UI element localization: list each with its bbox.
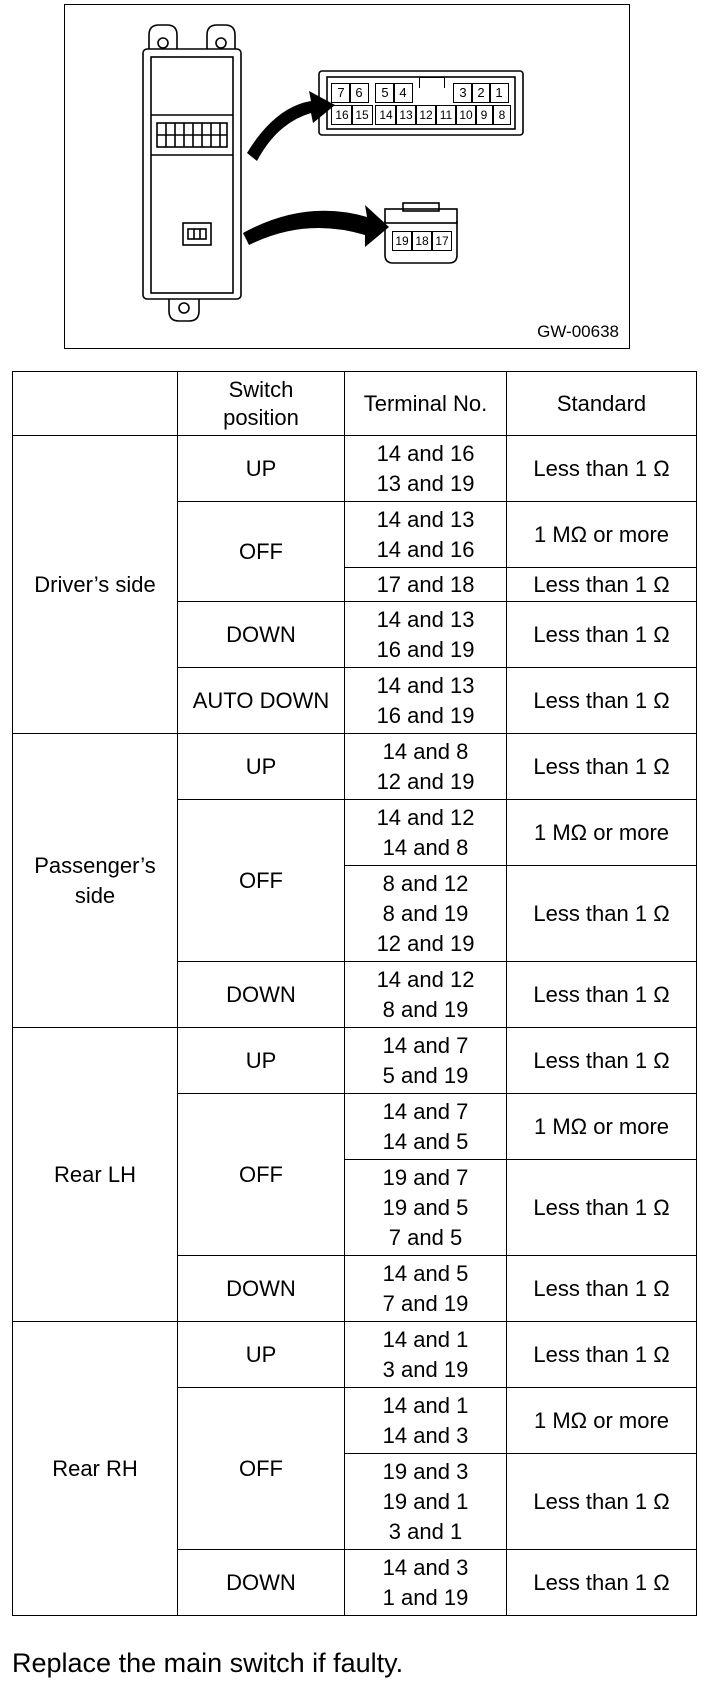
terminal-cell: 14 and 3 1 and 19 [345, 1550, 507, 1616]
connector-a-bottom-row [327, 105, 515, 125]
table-row [13, 436, 697, 502]
switch-position-cell: AUTO DOWN [178, 668, 345, 734]
connector-a [327, 83, 515, 127]
pin-label: 18 [412, 231, 432, 251]
standard-cell: Less than 1 Ω [507, 1160, 697, 1256]
standard-cell: Less than 1 Ω [507, 602, 697, 668]
switch-position-cell: UP [178, 1322, 345, 1388]
standard-cell: Less than 1 Ω [507, 1028, 697, 1094]
standard-cell: 1 MΩ or more [507, 1388, 697, 1454]
switch-position-cell: DOWN [178, 1256, 345, 1322]
standard-cell: Less than 1 Ω [507, 668, 697, 734]
standard-cell: Less than 1 Ω [507, 734, 697, 800]
terminal-cell: 14 and 13 16 and 19 [345, 668, 507, 734]
standard-cell: 1 MΩ or more [507, 800, 697, 866]
pin-label: 15 [351, 105, 373, 125]
standard-cell: Less than 1 Ω [507, 962, 697, 1028]
switch-illustration [65, 5, 628, 347]
window-side-cell: Rear LH [13, 1028, 178, 1322]
pin-label: 2 [471, 83, 491, 103]
connector-b [392, 231, 452, 253]
terminal-cell: 14 and 12 14 and 8 [345, 800, 507, 866]
connector-diagram [64, 4, 630, 349]
terminal-cell: 14 and 5 7 and 19 [345, 1256, 507, 1322]
window-side-cell: Driver’s side [13, 436, 178, 734]
pin-label: 13 [395, 105, 417, 125]
pin-label: 16 [331, 105, 353, 125]
pin-label: 4 [393, 83, 413, 103]
switch-position-cell: DOWN [178, 962, 345, 1028]
switch-position-cell: OFF [178, 800, 345, 962]
pin-label: 6 [349, 83, 369, 103]
standard-cell: Less than 1 Ω [507, 436, 697, 502]
switch-position-cell: OFF [178, 1094, 345, 1256]
pin-label: 12 [415, 105, 437, 125]
terminal-cell: 14 and 1 14 and 3 [345, 1388, 507, 1454]
pin-label: 7 [331, 83, 351, 103]
table-row [13, 1322, 697, 1388]
terminal-cell: 14 and 7 5 and 19 [345, 1028, 507, 1094]
pin-label: 10 [455, 105, 477, 125]
terminal-cell: 14 and 1 3 and 19 [345, 1322, 507, 1388]
header-cell [13, 372, 178, 436]
pin-label: 9 [475, 105, 493, 125]
pin-label: 3 [453, 83, 473, 103]
instruction-note: Replace the main switch if faulty. [12, 1648, 404, 1678]
terminal-cell: 14 and 13 14 and 16 [345, 502, 507, 568]
terminal-cell: 19 and 3 19 and 1 3 and 1 [345, 1454, 507, 1550]
standard-cell: 1 MΩ or more [507, 1094, 697, 1160]
table-header-row [13, 372, 697, 436]
standard-cell: Less than 1 Ω [507, 866, 697, 962]
terminal-cell: 14 and 7 14 and 5 [345, 1094, 507, 1160]
terminal-cell: 19 and 7 19 and 5 7 and 5 [345, 1160, 507, 1256]
table-row [13, 734, 697, 800]
switch-position-cell: UP [178, 734, 345, 800]
standard-cell: Less than 1 Ω [507, 568, 697, 602]
key-notch [419, 77, 445, 88]
header-cell: Terminal No. [345, 372, 507, 436]
switch-position-cell: OFF [178, 1388, 345, 1550]
switch-position-cell: OFF [178, 502, 345, 602]
pin-label: 17 [432, 231, 452, 251]
switch-position-cell: DOWN [178, 1550, 345, 1616]
window-side-cell: Rear RH [13, 1322, 178, 1616]
header-cell: Standard [507, 372, 697, 436]
switch-position-cell: UP [178, 1028, 345, 1094]
connector-a-top-row [327, 83, 515, 103]
switch-position-cell: UP [178, 436, 345, 502]
pin-label: 5 [375, 83, 395, 103]
pin-label: 19 [392, 231, 412, 251]
table-row [13, 1028, 697, 1094]
terminal-cell: 14 and 12 8 and 19 [345, 962, 507, 1028]
window-side-cell: Passenger’s side [13, 734, 178, 1028]
switch-position-cell: DOWN [178, 602, 345, 668]
terminal-cell: 14 and 8 12 and 19 [345, 734, 507, 800]
terminal-cell: 8 and 12 8 and 19 12 and 19 [345, 866, 507, 962]
pin-label: 11 [435, 105, 457, 125]
standard-cell: Less than 1 Ω [507, 1454, 697, 1550]
standard-cell: Less than 1 Ω [507, 1256, 697, 1322]
terminal-cell: 14 and 13 16 and 19 [345, 602, 507, 668]
pin-label: 1 [489, 83, 509, 103]
figure-label: GW-00638 [537, 322, 619, 341]
standard-cell: Less than 1 Ω [507, 1550, 697, 1616]
header-cell: Switch position [178, 372, 345, 436]
standard-cell: Less than 1 Ω [507, 1322, 697, 1388]
terminal-cell: 14 and 16 13 and 19 [345, 436, 507, 502]
pin-label: 8 [493, 105, 511, 125]
pin-label: 14 [375, 105, 397, 125]
standard-cell: 1 MΩ or more [507, 502, 697, 568]
terminal-cell: 17 and 18 [345, 568, 507, 602]
switch-inspection-table [12, 371, 697, 1616]
table-body [13, 436, 697, 1616]
